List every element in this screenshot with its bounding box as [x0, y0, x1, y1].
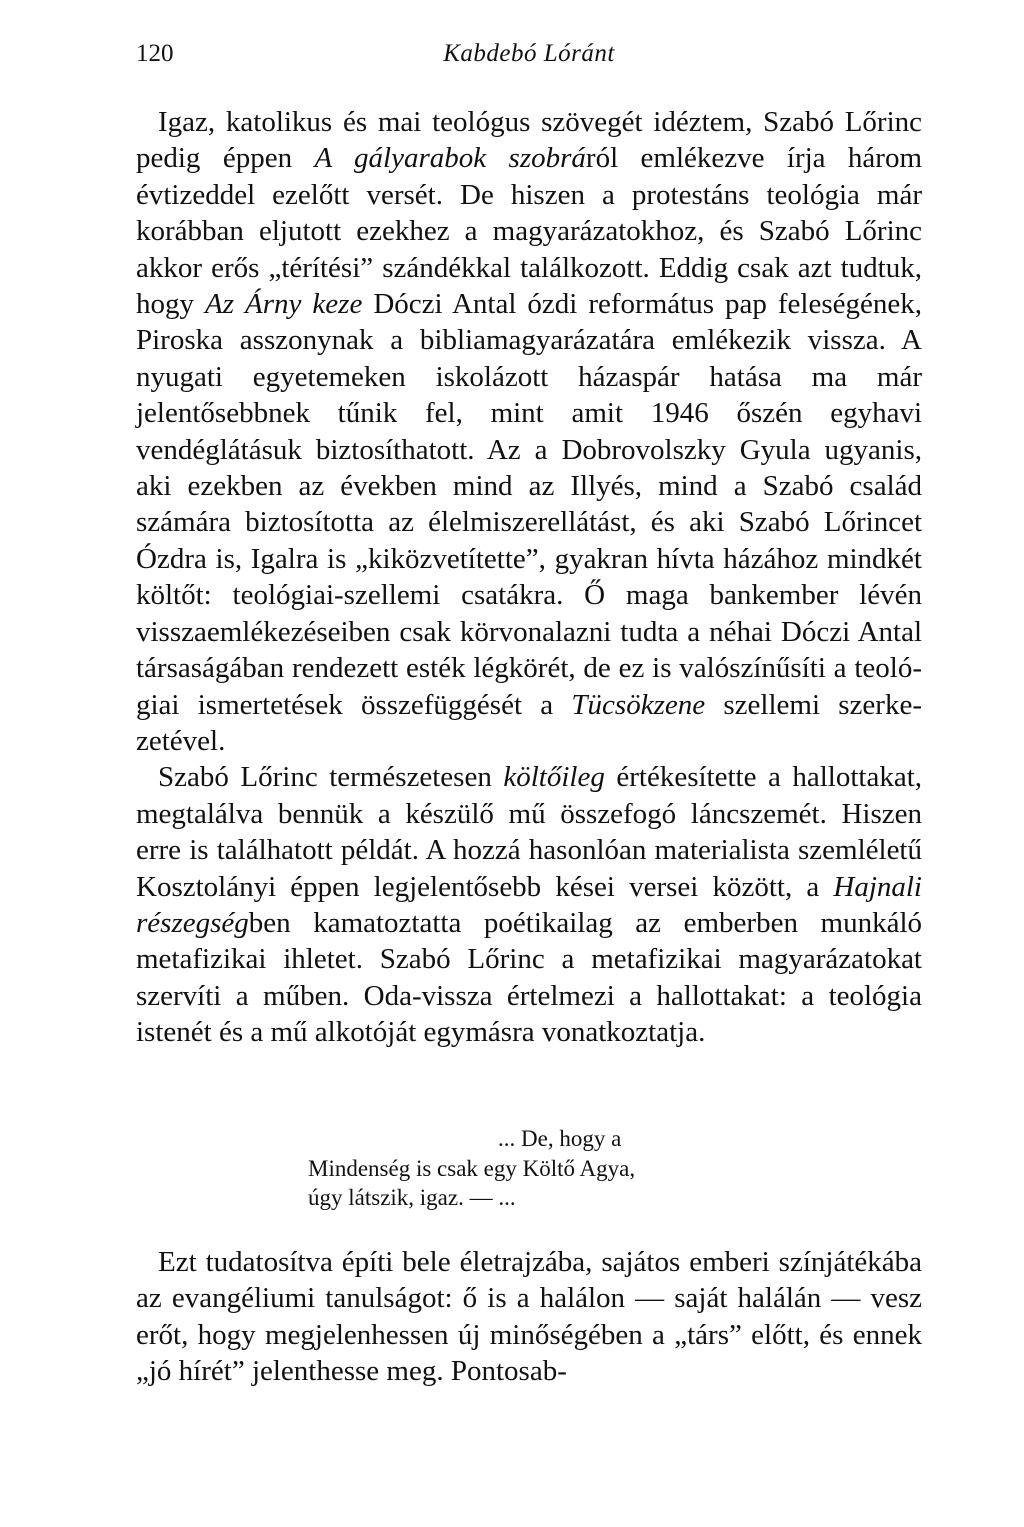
running-header: [136, 40, 922, 80]
verse-line-2: Mindenség is csak egy Költő Agya,: [308, 1155, 636, 1181]
work-title-arny-keze: Az Árny keze: [205, 288, 363, 321]
verse-quotation: [308, 1124, 808, 1213]
running-header-author: Kabdebó Lóránt: [443, 40, 615, 67]
paragraph-1: [136, 104, 922, 759]
paragraph-1-text-3: Dóczi Antal ózdi református pap feleségének, Piroska asszonynak a bibliamagyarázatára emlékezik vissza. A nyugati egyetemeken iskolázott házaspár hatása ma már jelentősebbnek tűnik fel, mint amit 1946 őszén egyhavi vendéglátásuk biztosíthatott. Az a Dobrovolszky Gyula ugyanis, aki ezekben az években mind az Illyés, mind a Szabó család számára biztosította az élelmiszerellátást, és aki Szabó Lőrincet Ózdra is, Igalra is „kiközvetítette”, gyakran hívta házához mindkét költőt: teológiai-szellemi csatákra. Ő maga bankember lévén visszaemlékezéseiben csak körvonalazni tudta a néhai Dóczi Antal társaságában rendezett esték légkörét, de ez is valószínűsíti a teológiai ismertetések összefüggését a: [136, 288, 922, 721]
verse-line-1: ... De, hogy a: [498, 1126, 622, 1151]
work-title-hajnali-reszegseg: Hajnali részegség: [136, 870, 922, 939]
paragraph-2-text-3: ben kamatoztatta poétikailag az emberben munkáló metafizikai ihletet. Szabó Lőrinc a metafizikai magyarázatokat szervíti a műben. Oda-vissza értelmezi a hallottakat: a teológia istenét és a mű alkotóját egymásra vonatkoztatja.: [136, 906, 922, 1049]
paragraph-2-text-2: értékesítette a hallottakat, megtalálva bennük a készülő mű összefogó láncszemét. Hiszen erre is találhatott példát. A hozzá hasonlóan materialista szemléletű Kosztolányi éppen legjelentősebb kései versei között, a: [136, 761, 922, 903]
paragraph-1-text-2: ról emlékezve írja három évtizeddel ezelőtt versét. De hiszen a protestáns teológia már korábban eljutott ezekhez a magyarázatokhoz, és Szabó Lőrinc akkor erős „térítési” szándékkal találkozott. Eddig csak azt tudtuk, hogy: [136, 142, 923, 321]
paragraph-1-text-4: szellemi szerkezetével.: [136, 688, 922, 757]
paragraph-2: [136, 759, 922, 1050]
work-title-tucsokzene: Tücsökzene: [571, 688, 706, 721]
page-number: 120: [136, 40, 174, 67]
emphasis-koltoileg: költőileg: [503, 761, 605, 794]
paragraph-3: Ezt tudatosítva építi bele életrajzába, sajátos emberi színjátékába az evangéliumi tanulságot: ő is a halálon — saját halálán — vesz erőt, hogy megjelenhessen új minőségében a „társ” előtt, és ennek „jó hírét” jelenthesse meg. Pontosab-: [136, 1246, 922, 1388]
body-text: [136, 104, 922, 1051]
paragraph-1-text-1: Igaz, katolikus és mai teológus szövegét idéztem, Szabó Lőrinc pedig éppen: [136, 106, 922, 175]
closing-text: [136, 1244, 922, 1390]
work-title-galyarabok: A gályarabok szobrá: [314, 142, 586, 175]
verse-line-3: úgy látszik, igaz. — ...: [308, 1185, 516, 1210]
paragraph-2-text-1: Szabó Lőrinc természetesen: [158, 761, 504, 794]
